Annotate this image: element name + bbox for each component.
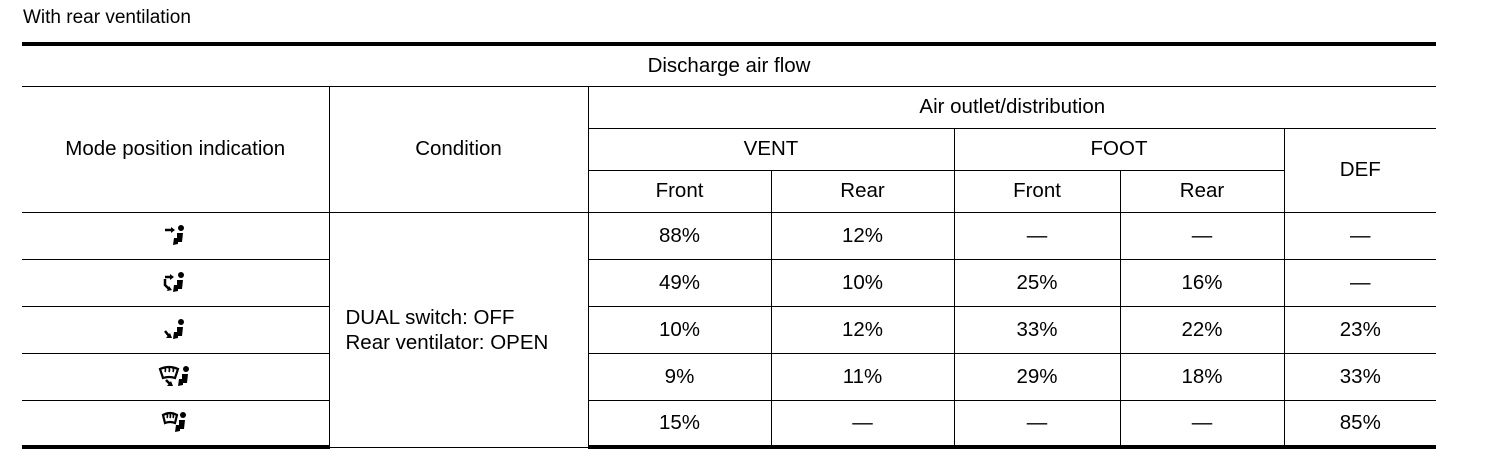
bi-level-mode-icon bbox=[162, 271, 188, 295]
foot-front-value: — bbox=[954, 400, 1120, 447]
vent-rear-value: — bbox=[771, 400, 954, 447]
foot-rear-value: — bbox=[1120, 212, 1284, 259]
group-vent-header: VENT bbox=[588, 128, 954, 170]
def-value: — bbox=[1284, 259, 1436, 306]
mode-cell bbox=[22, 306, 329, 353]
vent-rear-value: 12% bbox=[771, 212, 954, 259]
table-row bbox=[22, 212, 1436, 259]
foot-mode-icon bbox=[162, 318, 188, 342]
condition-line-dual: DUAL switch: OFF bbox=[345, 305, 515, 329]
table-row bbox=[22, 400, 1436, 447]
foot-front-header: Front bbox=[954, 170, 1120, 212]
foot-front-value: 33% bbox=[954, 306, 1120, 353]
table-title: Discharge air flow bbox=[22, 44, 1436, 86]
col-outlet-header: Air outlet/distribution bbox=[588, 86, 1436, 128]
vent-rear-value: 11% bbox=[771, 353, 954, 400]
mode-cell bbox=[22, 259, 329, 306]
foot-rear-header: Rear bbox=[1120, 170, 1284, 212]
header-row-outlet bbox=[22, 86, 1436, 128]
condition-line-rear-ventilator: Rear ventilator: OPEN bbox=[345, 330, 549, 354]
foot-rear-value: 18% bbox=[1120, 353, 1284, 400]
foot-rear-value: — bbox=[1120, 400, 1284, 447]
table-row bbox=[22, 353, 1436, 400]
vent-front-value: 49% bbox=[588, 259, 771, 306]
foot-front-value: — bbox=[954, 212, 1120, 259]
discharge-air-flow-table bbox=[22, 42, 1436, 449]
col-mode-header: Mode position indication bbox=[22, 86, 329, 212]
foot-front-value: 29% bbox=[954, 353, 1120, 400]
foot-rear-value: 22% bbox=[1120, 306, 1284, 353]
def-value: 85% bbox=[1284, 400, 1436, 447]
table-row bbox=[22, 259, 1436, 306]
foot-defrost-mode-icon bbox=[158, 365, 192, 389]
foot-rear-value: 16% bbox=[1120, 259, 1284, 306]
defrost-mode-icon bbox=[161, 411, 189, 435]
mode-cell bbox=[22, 212, 329, 259]
col-def-header: DEF bbox=[1284, 128, 1436, 212]
def-value: 23% bbox=[1284, 306, 1436, 353]
table-caption: With rear ventilation bbox=[23, 7, 191, 28]
vent-front-value: 10% bbox=[588, 306, 771, 353]
mode-cell bbox=[22, 400, 329, 447]
vent-front-value: 9% bbox=[588, 353, 771, 400]
vent-front-value: 88% bbox=[588, 212, 771, 259]
vent-front-value: 15% bbox=[588, 400, 771, 447]
table-row bbox=[22, 306, 1436, 353]
mode-cell bbox=[22, 353, 329, 400]
def-value: 33% bbox=[1284, 353, 1436, 400]
header-row-title bbox=[22, 44, 1436, 86]
group-foot-header: FOOT bbox=[954, 128, 1284, 170]
col-condition-header: Condition bbox=[329, 86, 588, 212]
vent-rear-value: 10% bbox=[771, 259, 954, 306]
vent-rear-header: Rear bbox=[771, 170, 954, 212]
vent-front-header: Front bbox=[588, 170, 771, 212]
condition-cell bbox=[329, 212, 588, 447]
foot-front-value: 25% bbox=[954, 259, 1120, 306]
vent-mode-icon bbox=[162, 224, 188, 248]
vent-rear-value: 12% bbox=[771, 306, 954, 353]
def-value: — bbox=[1284, 212, 1436, 259]
